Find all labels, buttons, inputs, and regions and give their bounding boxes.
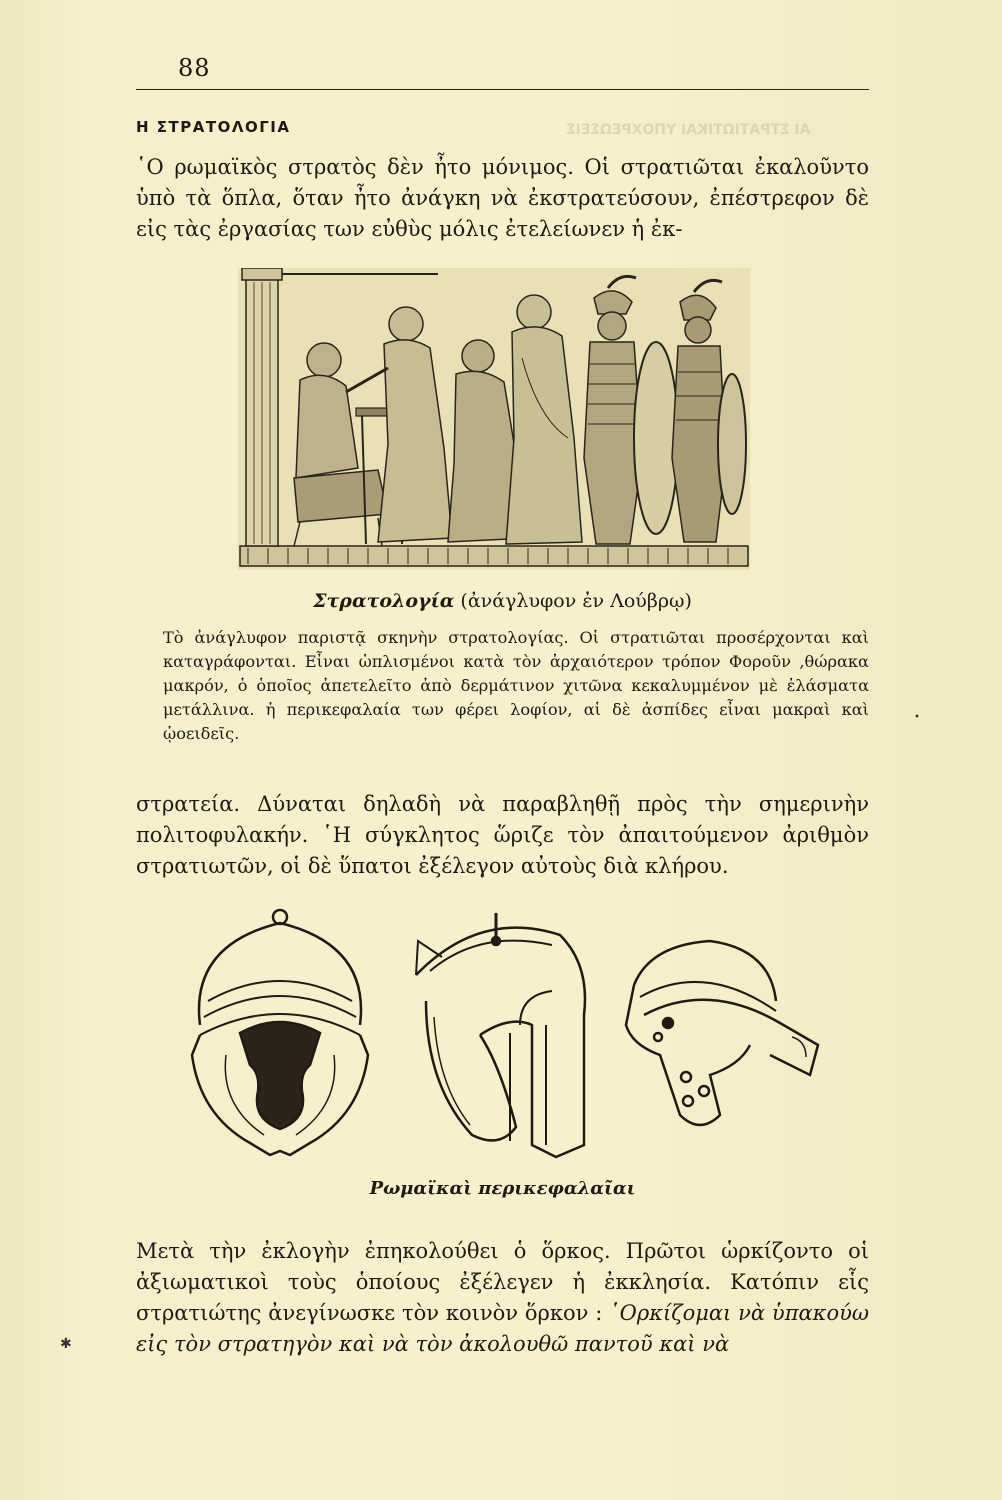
relief-description: Τὸ ἀνάγλυφον παριστᾷ σκηνὴν στρατολογίας. Οἱ στρατιῶται προσέρχονται καὶ καταγράφονται. Εἶναι ὡπλισμένοι κατὰ τὸν ἀρχαιότερον τρόπον Φοροῦν ,θώρακα μακρόν, ὁ ὁποῖος ἀπετελεῖτο ἀπὸ δερμάτινον χιτῶνα κεκαλυμμένον μὲ ἐλάσματα μετάλλινα. ἡ περικεφαλαία των φέρει λοφίον, αἱ δὲ ἀσπίδες εἶναι μακραὶ καὶ ᾠοειδεῖς. bbox=[163, 628, 869, 743]
paragraph-3 bbox=[136, 1236, 869, 1360]
relief-caption-rest: (ἀνάγλυφον ἐν Λούβρῳ) bbox=[454, 590, 692, 612]
relief-caption-title: Στρατολογία bbox=[313, 590, 455, 612]
paragraph-2: στρατεία. Δύναται δηλαδὴ νὰ παραβληθῇ πρὸς τὴν σημερινὴν πολιτοφυλακήν. ῾Η σύγκλητος ὥριζε τὸν ἀπαιτούμενον ἀριθμὸν στρατιωτῶν, οἱ δὲ ὕπατοι ἐξέλεγον αὐτοὺς διὰ κλήρου. bbox=[136, 792, 869, 878]
oath-quote: ῾Ορκίζομαι νὰ ὑπακούω εἰς τὸν στρατηγὸν καὶ νὰ τὸν ἀκολουθῶ παντοῦ καὶ νὰ bbox=[136, 1301, 869, 1356]
page-number: 88 bbox=[178, 54, 211, 82]
margin-mark: ✱ bbox=[60, 1336, 72, 1352]
helmet-front bbox=[192, 910, 368, 1155]
paragraph-1: ῾Ο ρωμαϊκὸς στρατὸς δὲν ἦτο μόνιμος. Οἱ στρατιῶται ἐκαλοῦντο ὑπὸ τὰ ὅπλα, ὅταν ἦτο ἀνάγκη νὰ ἐκστρατεύσουν, ἐπέστρεφον δὲ εἰς τὰς ἐργασίας των εὐθὺς μόλις ἐτελείωνεν ἡ ἐκ- bbox=[136, 155, 869, 241]
helmet-three-quarter bbox=[626, 941, 818, 1125]
paragraph-3-text: Μετὰ τὴν ἐκλογὴν ἐπηκολούθει ὁ ὅρκος. Πρῶτοι ὡρκίζοντο οἱ ἀξιωματικοὶ τοὺς ὁποίους ἐξέλεγεν ἡ ἐκκλησία. Κατόπιν εἷς στρατιώτης ἀνεγίνωσκε τὸν κοινὸν ὅρκον : bbox=[136, 1239, 869, 1325]
helmet-side bbox=[416, 913, 585, 1157]
relief-illustration bbox=[238, 268, 750, 570]
helmets-caption: Ρωμαϊκαὶ περικεφαλαῖαι bbox=[369, 1178, 636, 1199]
helmets-illustration bbox=[180, 905, 830, 1167]
margin-dot: • bbox=[914, 712, 920, 723]
relief-caption bbox=[136, 590, 869, 612]
header-rule bbox=[136, 89, 869, 90]
running-head: Η ΣΤΡΑΤΟΛΟΓΙΑ bbox=[136, 118, 291, 136]
bleed-through-header: ΑΙ ΣΤΡΑΤΙΩΤΙΚΑΙ ΥΠΟΧΡΕΩΣΕΙΣ bbox=[566, 122, 811, 138]
